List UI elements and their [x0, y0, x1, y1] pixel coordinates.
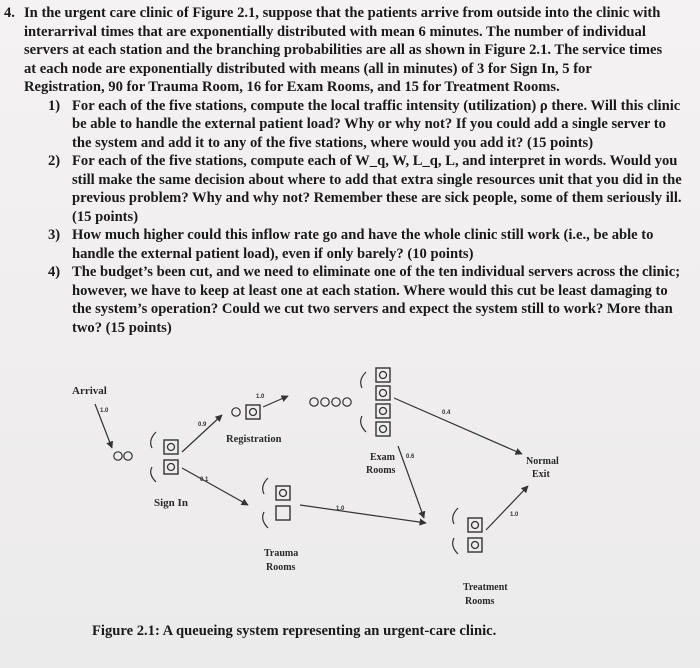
queueing-network-svg [60, 360, 620, 620]
queue-circle [114, 452, 122, 460]
part-number: 4) [48, 264, 61, 280]
server-box [376, 422, 390, 436]
server-box [468, 538, 482, 552]
server-box [164, 440, 178, 454]
server-circle [250, 409, 257, 416]
registration-label: Registration [226, 434, 282, 445]
queue-circle [310, 398, 318, 406]
arrival-label: Arrival [72, 385, 107, 397]
part-2 [48, 152, 687, 226]
prob-exam-to-exit: 0.4 [442, 410, 451, 416]
server-circle [168, 444, 175, 451]
exam-bracket-top [361, 372, 366, 388]
queue-circle [343, 398, 351, 406]
prob-to-trauma: 0.1 [200, 477, 209, 483]
trauma-label-line1: Trauma [264, 548, 299, 559]
signin-to-registration-arrow [182, 415, 222, 452]
part-text: For each of the five stations, compute each of W_q, W, L_q, L, and interpret in words. Would you still make the same decision about where to add that extra single resources unit that you did in the previous problem? Why and why not? Remember these are sick people, some of them seriously ill. (15 points) [72, 153, 682, 225]
part-3 [48, 226, 687, 263]
signin-to-trauma-arrow [182, 468, 248, 505]
server-box [276, 486, 290, 500]
treatment-label-line2: Rooms [465, 596, 495, 607]
exam-bracket-bottom [361, 416, 366, 432]
exam-to-exit-arrow [394, 398, 522, 454]
trauma-label-line2: Rooms [266, 562, 296, 573]
problem-intro: In the urgent care clinic of Figure 2.1, suppose that the patients arrive from outside into the clinic with interarrival times that are exponentially distributed with mean 6 minutes. The number of individual servers at each station and the branching probabilities are all as shown in Figure 2.1. The service times at each node are exponentially distributed with means (all in minutes) of 3 for Sign In, 5 for Registration, 90 for Trauma Room, 16 for Exam Rooms, and 15 for Treatment Rooms. [24, 5, 663, 95]
trauma-bracket-bottom [263, 512, 268, 528]
server-box [376, 404, 390, 418]
prob-to-registration: 0.9 [198, 422, 207, 428]
queue-circle [321, 398, 329, 406]
figure-caption: Figure 2.1: A queueing system representing an urgent-care clinic. [92, 623, 497, 639]
server-circle [168, 464, 175, 471]
part-text: How much higher could this inflow rate go and have the whole clinic still work (i.e., be able to handle the external patient load), even if only barely? (10 points) [72, 227, 654, 262]
server-box [468, 518, 482, 532]
server-circle [472, 522, 479, 529]
server-circle [280, 490, 287, 497]
server-box [376, 386, 390, 400]
normal-exit-label-line2: Exit [532, 469, 550, 480]
prob-reg-to-exam: 1.0 [256, 394, 265, 400]
exam-label-line2: Rooms [366, 465, 396, 476]
part-1 [48, 97, 687, 153]
treatment-bracket-bottom [453, 538, 458, 554]
prob-treatment-to-exit: 1.0 [510, 512, 519, 518]
queue-circle [332, 398, 340, 406]
prob-arrival: 1.0 [100, 408, 109, 414]
queueing-network-figure [60, 360, 620, 620]
part-number: 1) [48, 97, 61, 114]
sign-in-bracket-bottom [151, 467, 156, 482]
server-box [164, 460, 178, 474]
part-number: 3) [48, 227, 61, 243]
registration-to-exam-arrow [263, 396, 288, 407]
part-4 [48, 263, 687, 337]
part-number: 2) [48, 153, 61, 169]
treatment-bracket-top [453, 508, 458, 524]
trauma-bracket-top [263, 478, 268, 494]
server-circle [380, 372, 387, 379]
problem-4 [4, 4, 694, 337]
sign-in-bracket-top [151, 432, 156, 448]
server-circle [380, 390, 387, 397]
server-circle [380, 426, 387, 433]
part-text: The budget’s been cut, and we need to eliminate one of the ten individual servers across the clinic; however, we have to keep at least one at each station. Where would this cut be least damaging to the system’s operation? Could we cut two servers and expect the system still to work? More than two? (15 points) [72, 264, 681, 336]
sign-in-label: Sign In [154, 497, 188, 509]
server-box [276, 506, 290, 520]
treatment-label-line1: Treatment [463, 582, 508, 593]
normal-exit-label-line1: Normal [526, 456, 559, 467]
prob-exam-to-treatment: 0.6 [406, 454, 415, 460]
trauma-to-treatment-arrow [300, 505, 426, 523]
queue-circle [232, 408, 240, 416]
server-box [246, 405, 260, 419]
server-box [376, 368, 390, 382]
treatment-to-exit-arrow [486, 486, 528, 530]
part-text: For each of the five stations, compute the local traffic intensity (utilization) ρ there. Will this clinic be able to handle the external patient load? Why or why not? If you could add a single server to the system and add it to any of the five stations, where would you add it? (15 points) [72, 97, 681, 151]
server-circle [380, 408, 387, 415]
queue-circle [124, 452, 132, 460]
server-circle [472, 542, 479, 549]
exam-label-line1: Exam [370, 452, 395, 463]
prob-trauma-to-treatment: 1.0 [336, 506, 345, 512]
problem-number: 4. [4, 5, 15, 21]
